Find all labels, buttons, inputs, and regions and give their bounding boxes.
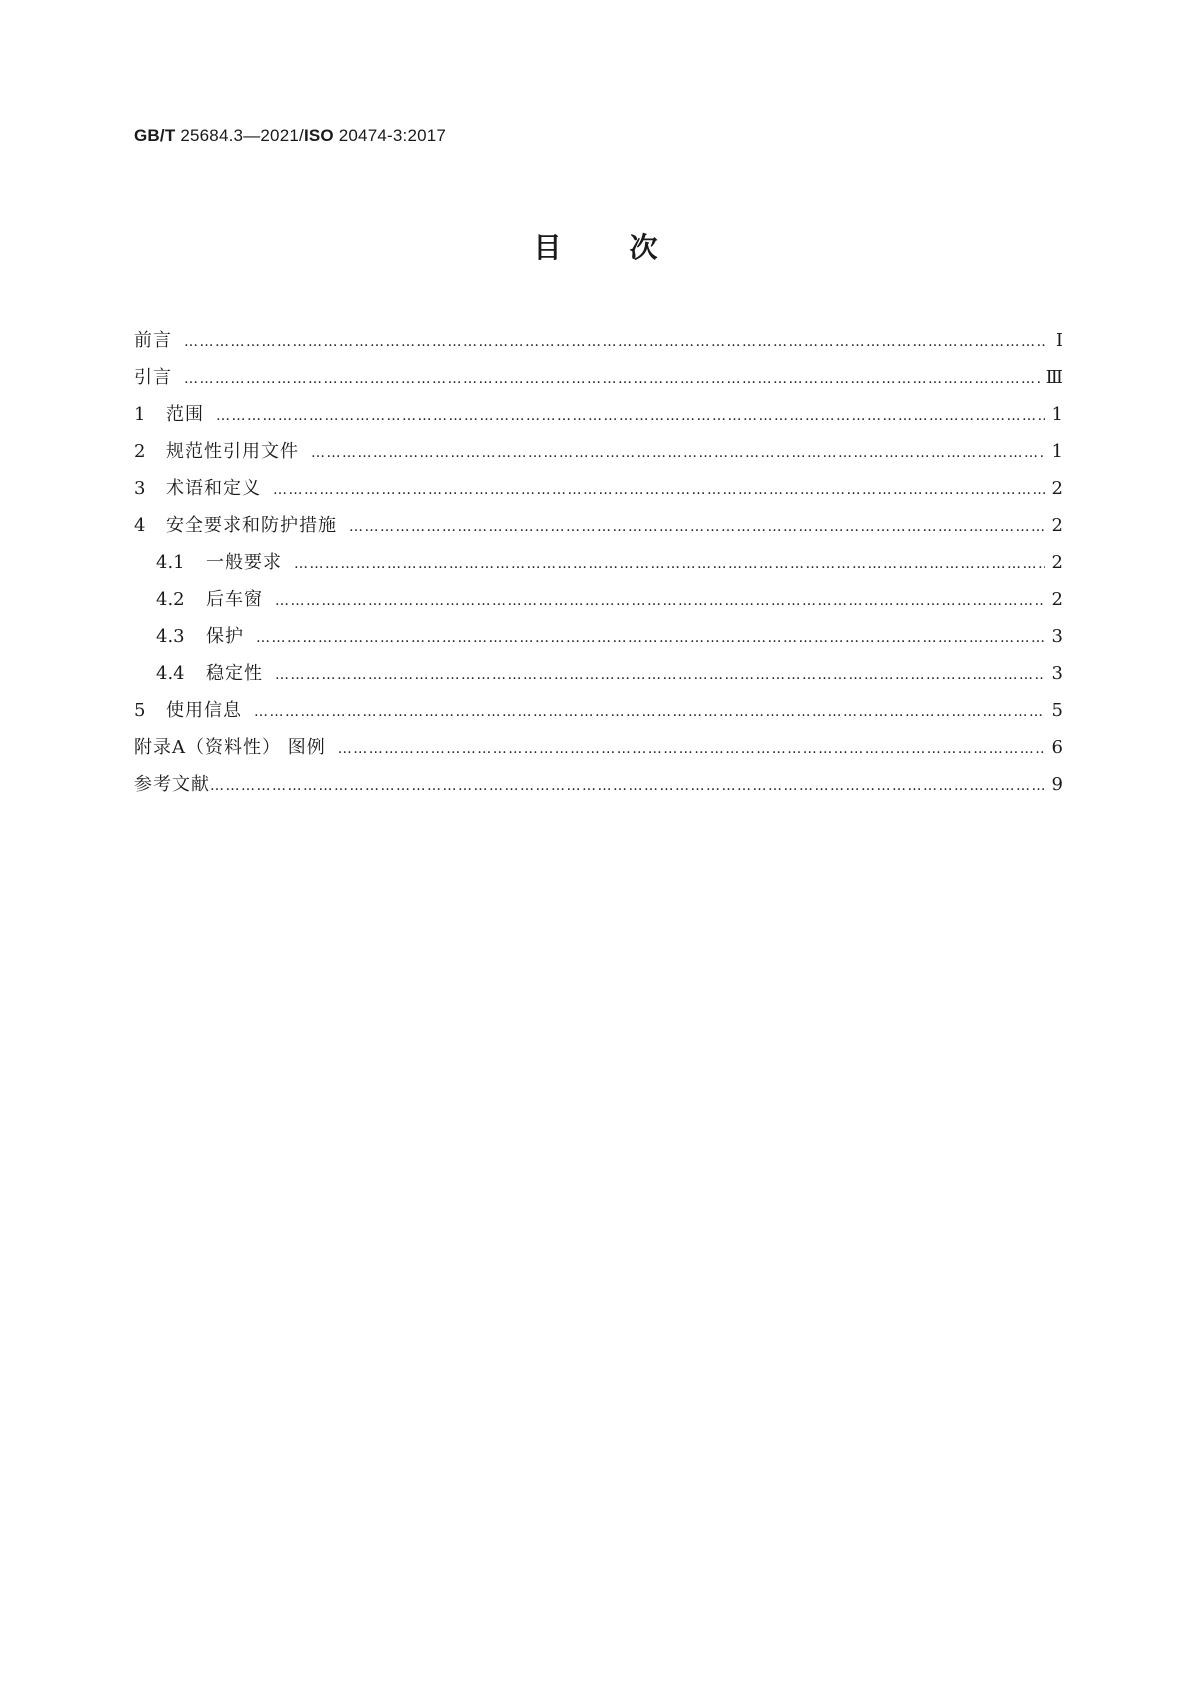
toc-number: 4.3	[156, 626, 185, 647]
standard-prefix: GB/T	[134, 126, 176, 145]
toc-label: 后车窗	[206, 589, 263, 610]
toc-label: 前言	[134, 330, 172, 351]
toc-page: 2	[1051, 478, 1063, 499]
toc-page: 2	[1051, 515, 1063, 536]
toc-number: 4.1	[156, 552, 185, 573]
toc-entry-4-2[interactable]	[134, 585, 1063, 622]
toc-label: 安全要求和防护措施	[166, 515, 337, 536]
title-char-2: 次	[629, 231, 658, 264]
toc-entry-4[interactable]	[134, 511, 1063, 548]
toc-page: 9	[1051, 774, 1063, 795]
toc-leader	[184, 371, 1042, 387]
toc-label: 稳定性	[206, 663, 263, 684]
toc-page: 3	[1051, 663, 1063, 684]
toc-entry-bibliography[interactable]	[134, 770, 1063, 807]
title-char-1: 目	[533, 231, 562, 264]
toc-number: 4.2	[156, 589, 185, 610]
toc-entry-introduction[interactable]	[134, 363, 1063, 400]
toc-entry-3[interactable]	[134, 474, 1063, 511]
toc-page: 5	[1051, 700, 1063, 721]
toc-number: 2	[134, 441, 146, 462]
toc-leader	[210, 778, 1045, 794]
toc-page: 2	[1051, 589, 1063, 610]
toc-label: 保护	[206, 626, 244, 647]
document-code	[134, 126, 446, 146]
toc-page: Ⅲ	[1045, 367, 1063, 388]
toc-leader	[254, 704, 1045, 720]
toc-number: 3	[134, 478, 146, 499]
toc-leader	[275, 667, 1045, 683]
toc-label: 引言	[134, 367, 172, 388]
toc-entry-4-4[interactable]	[134, 659, 1063, 696]
toc-entry-5[interactable]	[134, 696, 1063, 733]
toc-label: 规范性引用文件	[166, 441, 299, 462]
table-of-contents	[134, 326, 1063, 807]
toc-leader	[184, 334, 1045, 350]
toc-page: 6	[1051, 737, 1063, 758]
toc-leader	[273, 482, 1045, 498]
toc-entry-1[interactable]	[134, 400, 1063, 437]
toc-leader	[311, 445, 1045, 461]
toc-number: 1	[134, 404, 146, 425]
toc-label: 术语和定义	[166, 478, 261, 499]
toc-leader	[294, 556, 1045, 572]
page-title	[0, 226, 1191, 266]
toc-entry-2[interactable]	[134, 437, 1063, 474]
toc-label: 附录A（资料性） 图例	[134, 737, 326, 758]
toc-leader	[349, 519, 1045, 535]
toc-page: Ⅰ	[1055, 330, 1063, 351]
iso-prefix: ISO	[303, 126, 334, 145]
standard-number: 25684.3—2021/	[175, 126, 304, 145]
toc-label: 一般要求	[206, 552, 282, 573]
toc-page: 1	[1051, 441, 1063, 462]
toc-label: 范围	[166, 404, 204, 425]
toc-entry-4-3[interactable]	[134, 622, 1063, 659]
toc-number: 4	[134, 515, 146, 536]
toc-leader	[216, 408, 1045, 424]
toc-entry-annex-a[interactable]	[134, 733, 1063, 770]
toc-label: 使用信息	[166, 700, 242, 721]
toc-number: 5	[134, 700, 146, 721]
toc-page: 2	[1051, 552, 1063, 573]
toc-entry-4-1[interactable]	[134, 548, 1063, 585]
toc-label: 参考文献	[134, 774, 210, 795]
toc-number: 4.4	[156, 663, 185, 684]
toc-leader	[338, 741, 1045, 757]
toc-page: 1	[1051, 404, 1063, 425]
toc-entry-foreword[interactable]	[134, 326, 1063, 363]
toc-leader	[275, 593, 1045, 609]
toc-page: 3	[1051, 626, 1063, 647]
iso-number: 20474-3:2017	[333, 126, 447, 145]
toc-leader	[256, 630, 1045, 646]
